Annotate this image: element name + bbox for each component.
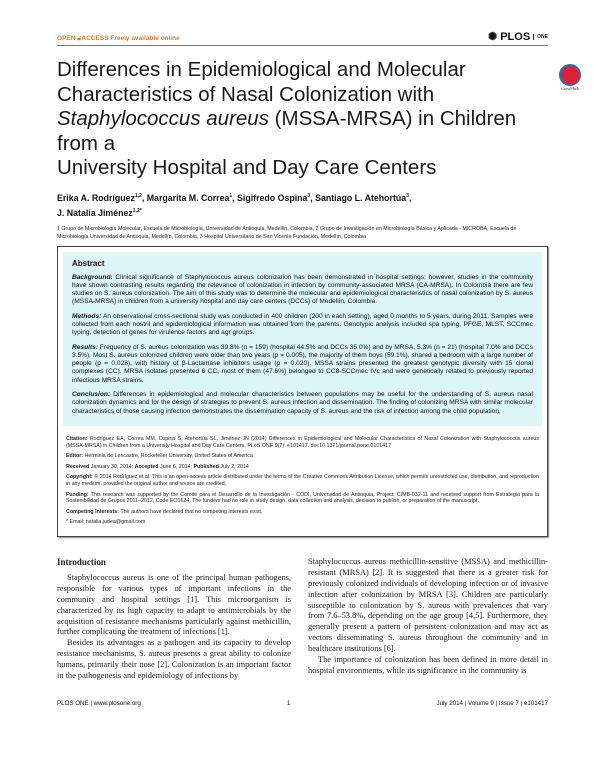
title-line: University Hospital and Day Care Centers: [57, 156, 437, 179]
open-label: OPEN: [57, 35, 76, 42]
footer-journal: PLOS ONE | www.plosone.org: [57, 699, 141, 707]
abstract-methods-section: [72, 313, 533, 338]
page-number: 1: [286, 699, 291, 707]
page-footer: [57, 700, 548, 707]
abstract-box: [57, 246, 548, 537]
affiliations: 1 Grupo de Microbiología Molecular, Escuela de Microbiología, Universidad de Antioquia, Medellín, Colombia, 2 Grupo de Investigación en Microbiología Básica y Aplicada - MICROBA, Escuela de Microbiología Universidad de Antioquia, Medellín, Colombia, 3 Hospital Universitario de San Vicente Fundación, Medellín, Colombia: [57, 225, 517, 240]
title-line-rest: (MSSA-MRSA) in Children from a: [57, 107, 517, 155]
abstract-conclusion-section: [72, 391, 533, 416]
author[interactable]: Santiago L. Atehortúa$^3$: [315, 192, 409, 203]
title-line: Differences in Epidemiological and Molecular: [57, 58, 466, 81]
section-label: Methods:: [72, 312, 102, 320]
title-line: [57, 107, 557, 156]
paragraph: Staphylococcus aureus methicillin-sensitive (MSSA) and methicillin-resistant (MRSA) [2]. It is suggested that there is a greater risk for previously colonized individuals of developing infection or of invasive infection after colonization by MRSA [3]. Children are particularly susceptible to colonization by S. aureus with prevalences that vary from 7.6–53.8%, depending on the age group [4,5]. Furthermore, they generally present a pattern of persistent colonization and may act as vectors disseminating S. aureus throughout the community and in healthcare institutions [6].: [308, 556, 548, 654]
funding: Funding: This research was supported by the Comité para el Desarrollo de la Investigación - CODI, Universidad de Antioquia, Project: CIMB-032-11 and received support from Estrategia para la Sostenibilidad de Grupos 2011–2012, Code EO1624. The funders had no role in study design, data collection and analysis, decision to publish, or preparation of the manuscript.: [66, 491, 539, 505]
open-access-lock-icon: 🔓︎: [77, 35, 82, 42]
author[interactable]: Margarita M. Correa$^1$: [146, 192, 233, 203]
abstract-heading: Abstract: [72, 258, 105, 268]
title-species: Staphylococcus aureus: [57, 107, 269, 130]
citation: Citation: Rodríguez EA, Correa MM, Ospina S, Atehortúa SL, Jiménez JN (2014) Differences in Epidemiological and Molecular Characteristics of Nasal Colonization with Staphylococcus aureus (MSSA-MRSA) in Children from a University Hospital and Day Care Centers. PLoS ONE 9(7): e101417. doi:10.1371/journal.pone.0101417: [66, 435, 539, 449]
introduction-section: [57, 557, 548, 682]
abstract-results-section: [72, 344, 533, 385]
freely-available-label: Freely available online: [110, 35, 180, 42]
section-label: Conclusion:: [72, 391, 111, 399]
author[interactable]: J. Natalia Jiménez$^{1,2*}$: [57, 207, 142, 218]
logo-sub: ONE: [533, 34, 548, 40]
paragraph: Besides its advantages as a pathogen and its capacity to develop resistance mechanisms, S. aureus presents a great ability to colonize humans, primarily their nose [2]. Colonization is an important factor in the pathogenesis and epidemiology of infections by: [57, 638, 291, 681]
author[interactable]: Erika A. Rodríguez$^{1,2}$: [57, 192, 142, 203]
section-text: Differences in epidemiological and molecular characteristics between populations may be useful for the understanding of S. aureus nasal colonization dynamics and for the design of strategies to prevent S. aureus infection and dissemination. The finding of colonizing MRSA with similar molecular characteristics of those causing infection demonstrates the dissemination capacity of S. aureus and the risk of infection among the child population.: [72, 391, 533, 415]
abstract-background: [63, 252, 542, 426]
paragraph: The importance of colonization has been defined in more detail in hospital environments, while its significance in the community is: [308, 655, 548, 675]
section-label: Background:: [72, 273, 113, 281]
plos-one-logo: [488, 30, 548, 43]
section-label: Results:: [72, 343, 99, 351]
footer-issue: July 2014 | Volume 9 | Issue 7 | e101417: [436, 699, 548, 707]
section-text: Clinical significance of Staphylococcus aureus colonization has been demonstrated in hospital settings; however, studies in the community have shown contrasting results regarding the relevance of colonization in infection by community-associated MRSA (CA-MRSA). In Colombia there are few studies on S. aureus colonization. The aim of this study was to determine the molecular and epidemiological characteristics of nasal colonization by S. aureus (MSSA-MRSA) in children from a university hospital and day care centers (DCCs) of Medellin, Colombia.: [72, 273, 533, 306]
introduction-heading: Introduction: [57, 556, 106, 567]
right-column: [308, 557, 548, 682]
crossmark-icon: [559, 64, 581, 86]
competing-interests: Competing Interests: The authors have declared that no competing interests exist.: [66, 508, 263, 515]
section-text: An observational cross-sectional study was conducted in 400 children (200 in each setting), aged 0 months to 5 years, during 2011. Samples were collected from each nostril and epidemiological information was obtained from the parents. Genotypic analysis included spa typing, PFGE, MLST, SCCmec typing, detection of genes for virulence factors and agr groups.: [72, 312, 533, 337]
page-header: [57, 30, 548, 46]
open-access-banner: [57, 35, 180, 43]
section-text: Frequency of S. aureus colonization was 39.8% (n = 159) (hospital 44.5% and DCCs 35.0%) and by MRSA, 5.3% (n = 21) (hospital 7.0% and DCCs 3.5%). Most S. aureus colonized children were older than two years (p = 0.005), the majority of them boys (59.1%), shared a bedroom with a large number of people (p = 0.028), with history of β-Lactamase inhibitors usage (p = 0.020). MSSA strains presented the greatest genotypic diversity with 15 clonal complexes (CC). MRSA isolates presented 6 CC, most of them (47.6%) belonged to CC8-SCCmec IVc and were genetically related to previously reported infectious MRSA strains.: [72, 343, 533, 384]
left-column: [57, 557, 291, 682]
access-label: ACCESS: [81, 35, 109, 42]
dates: Received January 30, 2014; Accepted June 6, 2014; Published July 2, 2014: [66, 463, 249, 470]
author-list: Erika A. Rodríguez$^{1,2}$, Margarita M. Correa$^1$, Sigifredo Ospina$^3$, Santiago L. Atehortúa$^3$, J. Natalia Jiménez$^{1,2*}$: [57, 192, 412, 218]
abstract-background-section: [72, 274, 533, 307]
logo-text: PLOS: [500, 30, 531, 43]
crossmark-label: CrossMark: [561, 86, 579, 91]
article-metadata: [63, 426, 542, 526]
article-title: [57, 58, 557, 181]
title-line: Characteristics of Nasal Colonization with: [57, 82, 435, 106]
author[interactable]: Sigifredo Ospina$^3$: [237, 192, 311, 203]
email[interactable]: * Email: natalia.judea@gmail.com: [66, 519, 146, 526]
copyright: Copyright: © 2014 Rodríguez et al. This is an open-access article distributed under the terms of the Creative Commons Attribution License, which permits unrestricted use, distribution, and reproduction in any medium, provided the original author and source are credited.: [66, 474, 539, 487]
plos-sun-icon: ✺: [487, 31, 498, 43]
paragraph: Staphylococcus aureus is one of the principal human pathogens, responsible for various types of important infections in the community and hospital settings [1]. This microorganism is characterized by its high capacity to adapt to antimicrobials by the acquisition of resistance mechanisms particularly against methicillin, further complicating the treatment of infections [1].: [57, 572, 291, 637]
editor: Editor: Herminia de Lencastre, Rockefeller University, United States of America: [66, 453, 253, 460]
crossmark-button[interactable]: [556, 64, 584, 91]
title-area: [57, 58, 579, 181]
